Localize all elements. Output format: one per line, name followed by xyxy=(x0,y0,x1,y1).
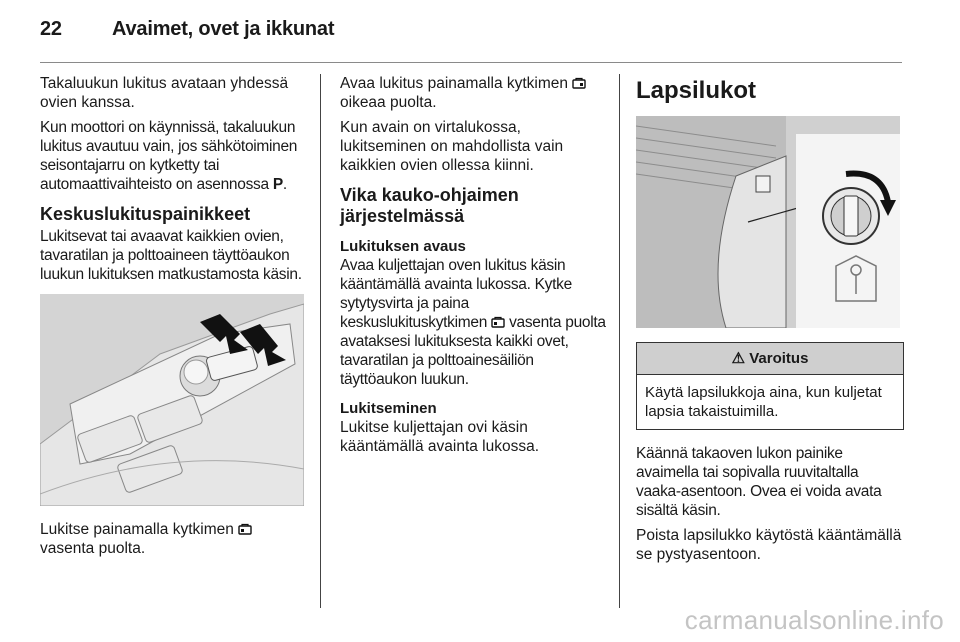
paragraph-disable-child-lock: Poista lapsilukko käytöstä kääntämällä se pystyasentoon. xyxy=(636,527,902,563)
warning-text: Käytä lapsilukkoja aina, kun kuljetat lapsia takaistuimilla. xyxy=(645,384,882,420)
lock-switch-icon xyxy=(238,523,252,535)
warning-title: Varoitus xyxy=(749,350,809,367)
section-heading-remote-fault: Vika kauko-ohjaimen järjestelmässä xyxy=(340,185,519,226)
child-lock-illustration xyxy=(636,116,900,328)
warning-header xyxy=(637,343,903,375)
subheading-unlocking: Lukituksen avaus xyxy=(340,238,466,255)
paragraph-lock-left: Lukitse painamalla kytkimen vasenta puolta. xyxy=(40,520,308,558)
watermark: carmanualsonline.info xyxy=(684,605,944,635)
chapter-title: Avaimet, ovet ja ikkunat xyxy=(112,18,335,40)
warning-box xyxy=(636,342,904,430)
section-heading-central-lock: Keskuslukituspainikkeet xyxy=(40,204,251,224)
paragraph-unlocking: Avaa kuljettajan oven lukitus käsin kääntämällä avainta lukossa. Kytke sytytysvirta ja paina keskuslukituskytkimen vasenta puolta avataksesi lukituksesta kaikki ovet, tavaratilan ja polttoainesäiliön täyttöaukon luukun. xyxy=(340,257,606,388)
paragraph-tailgate: Takaluukun lukitus avataan yhdessä ovien kanssa. xyxy=(40,75,289,111)
column-2 xyxy=(340,74,606,462)
lock-switch-icon xyxy=(491,316,505,328)
paragraph-unlock-right: Avaa lukitus painamalla kytkimen oikeaa puolta. xyxy=(340,74,606,112)
page-header xyxy=(40,18,334,41)
header-rule xyxy=(40,62,902,63)
warning-triangle-icon: ⚠ xyxy=(731,350,746,367)
column-1 xyxy=(40,74,308,564)
paragraph-turn-button: Käännä takaoven lukon painike avaimella tai sopivalla ruuvitaltalla vaaka-asentoon. Ovea ei voida avata sisältä käsin. xyxy=(636,445,882,519)
lock-switch-icon xyxy=(572,77,586,89)
subheading-locking: Lukitseminen xyxy=(340,400,437,417)
column-divider-1 xyxy=(320,74,321,608)
page-number: 22 xyxy=(40,18,62,40)
column-divider-2 xyxy=(619,74,620,608)
column-3 xyxy=(636,74,904,570)
paragraph-central-lock: Lukitsevat tai avaavat kaikkien ovien, tavaratilan ja polttoaineen täyttöaukon luukun lukituksen matkustamosta käsin. xyxy=(40,228,302,283)
paragraph-key-ignition: Kun avain on virtalukossa, lukitseminen on mahdollista vain kaikkien ovien ollessa kiinni. xyxy=(340,119,564,174)
paragraph-locking: Lukitse kuljettajan ovi käsin kääntämällä avainta lukossa. xyxy=(340,419,540,455)
door-switch-illustration xyxy=(40,294,304,506)
section-heading-child-locks: Lapsilukot xyxy=(636,77,757,104)
paragraph-engine-running: Kun moottori on käynnissä, takaluukun lukitus avautuu vain, jos sähkötoiminen seisontajarru on kytketty tai automaattivaihteisto on asennossa P. xyxy=(40,119,298,193)
